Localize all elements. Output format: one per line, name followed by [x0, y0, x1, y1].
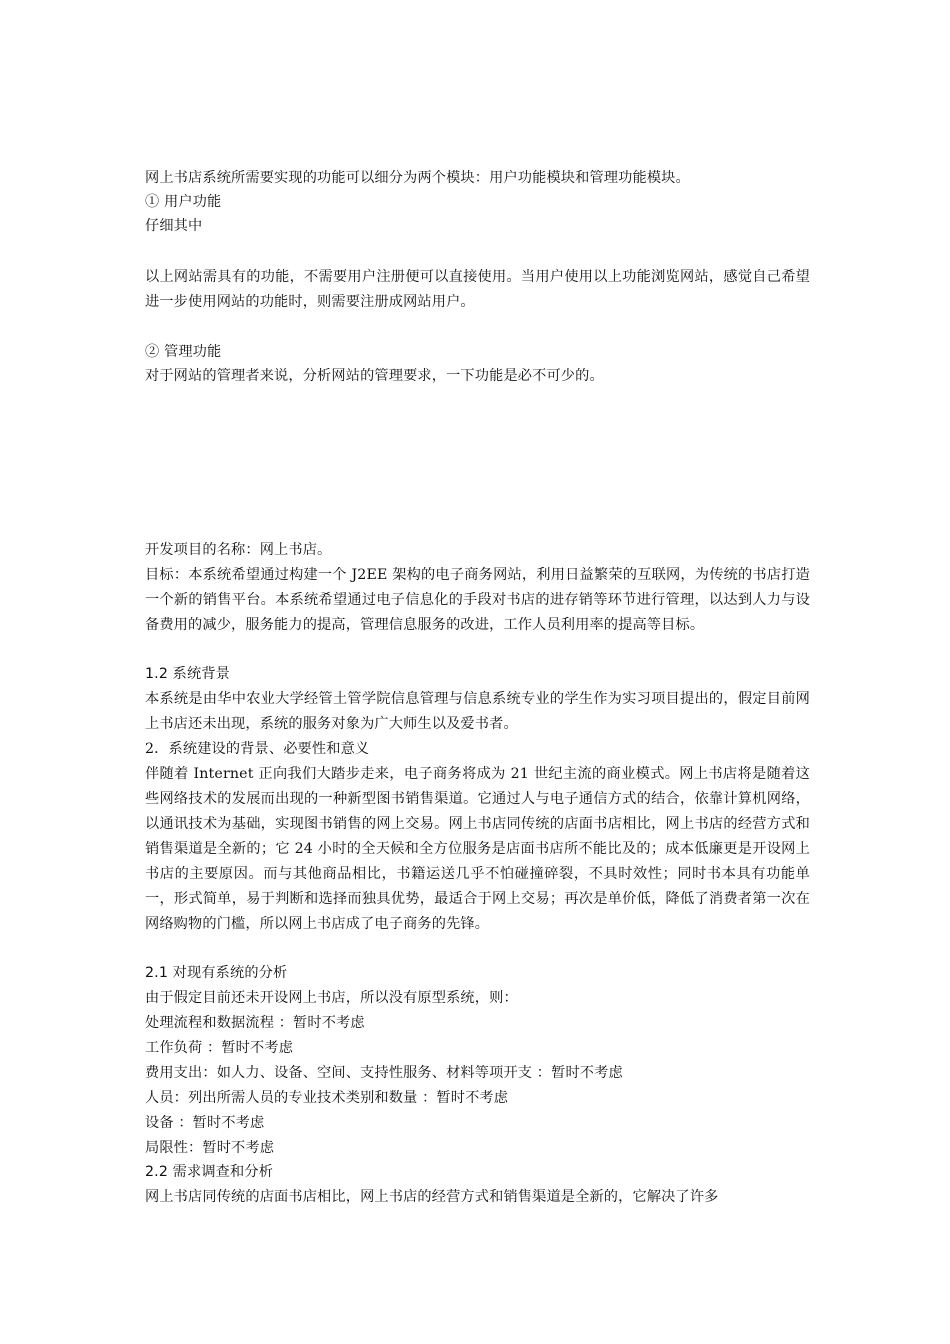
admin-function-description: 对于网站的管理者来说，分析网站的管理要求，一下功能是必不可少的。: [145, 368, 604, 384]
analysis-item: 人员：列出所需人员的专业技术类别和数量 ：暂时不考虑: [145, 1090, 509, 1106]
analysis-item: 费用支出：如人力、设备、空间、支持性服务、材料等项开支 ：暂时不考虑: [145, 1065, 623, 1081]
detail-text: 仔细其中: [145, 218, 203, 234]
heading-2-2: 2.2 需求调查和分析: [145, 1164, 274, 1180]
heading-1-2: 1.2 系统背景: [145, 666, 231, 682]
heading-2: 2．系统建设的背景、必要性和意义: [145, 741, 370, 757]
intro-text: 网上书店系统所需要实现的功能可以细分为两个模块：用户功能模块和管理功能模块。: [145, 170, 690, 186]
analysis-item: 局限性：暂时不考虑: [145, 1140, 275, 1156]
system-background: 本系统是由华中农业大学经管土管学院信息管理与信息系统专业的学生作为实习项目提出的，假定目前网上书店还未出现，系统的服务对象为广大师生以及爱书者。: [145, 691, 810, 732]
analysis-item: 设备 ：暂时不考虑: [145, 1115, 265, 1131]
admin-function-heading: ② 管理功能: [145, 344, 222, 360]
system-significance: 伴随着 Internet 正向我们大踏步走来，电子商务将成为 21 世纪主流的商业模式。网上书店将是随着这些网络技术的发展而出现的一种新型图书销售渠道。它通过人与电子通信方式的结合，依靠计算机网络，以通讯技术为基础，实现图书销售的网上交易。网上书店同传统的店面书店相比，网上书店的经营方式和销售渠道是全新的；它 24 小时的全天候和全方位服务是店面书店所不能比及的；成本低廉更是开设网上书店的主要原因。而与其他商品相比，书籍运送几乎不怕碰撞碎裂，不具时效性；同时书本具有功能单一，形式简单，易于判断和选择而独具优势，最适合于网上交易；再次是单价低，降低了消费者第一次在网络购物的门槛，所以网上书店成了电子商务的先锋。: [145, 766, 810, 932]
project-goal: 目标：本系统希望通过构建一个 J2EE 架构的电子商务网站，利用日益繁荣的互联网，为传统的书店打造一个新的销售平台。本系统希望通过电子信息化的手段对书店的进存销等环节进行管理，以达到人力与设备费用的减少，服务能力的提高，管理信息服务的改进，工作人员利用率的提高等目标。: [145, 567, 810, 633]
analysis-item: 工作负荷 ：暂时不考虑: [145, 1040, 294, 1056]
requirements-text: 网上书店同传统的店面书店相比，网上书店的经营方式和销售渠道是全新的，它解决了许多: [145, 1189, 719, 1205]
analysis-item: 处理流程和数据流程 ：暂时不考虑: [145, 1015, 365, 1031]
user-function-description: 以上网站需具有的功能，不需要用户注册便可以直接使用。当用户使用以上功能浏览网站，感觉自己希望进一步使用网站的功能时，则需要注册成网站用户。: [145, 269, 810, 310]
user-function-heading: ① 用户功能: [145, 194, 222, 210]
heading-2-1: 2.1 对现有系统的分析: [145, 965, 288, 981]
analysis-intro: 由于假定目前还未开设网上书店，所以没有原型系统，则：: [145, 990, 518, 1006]
project-name: 开发项目的名称：网上书店。: [145, 542, 332, 558]
